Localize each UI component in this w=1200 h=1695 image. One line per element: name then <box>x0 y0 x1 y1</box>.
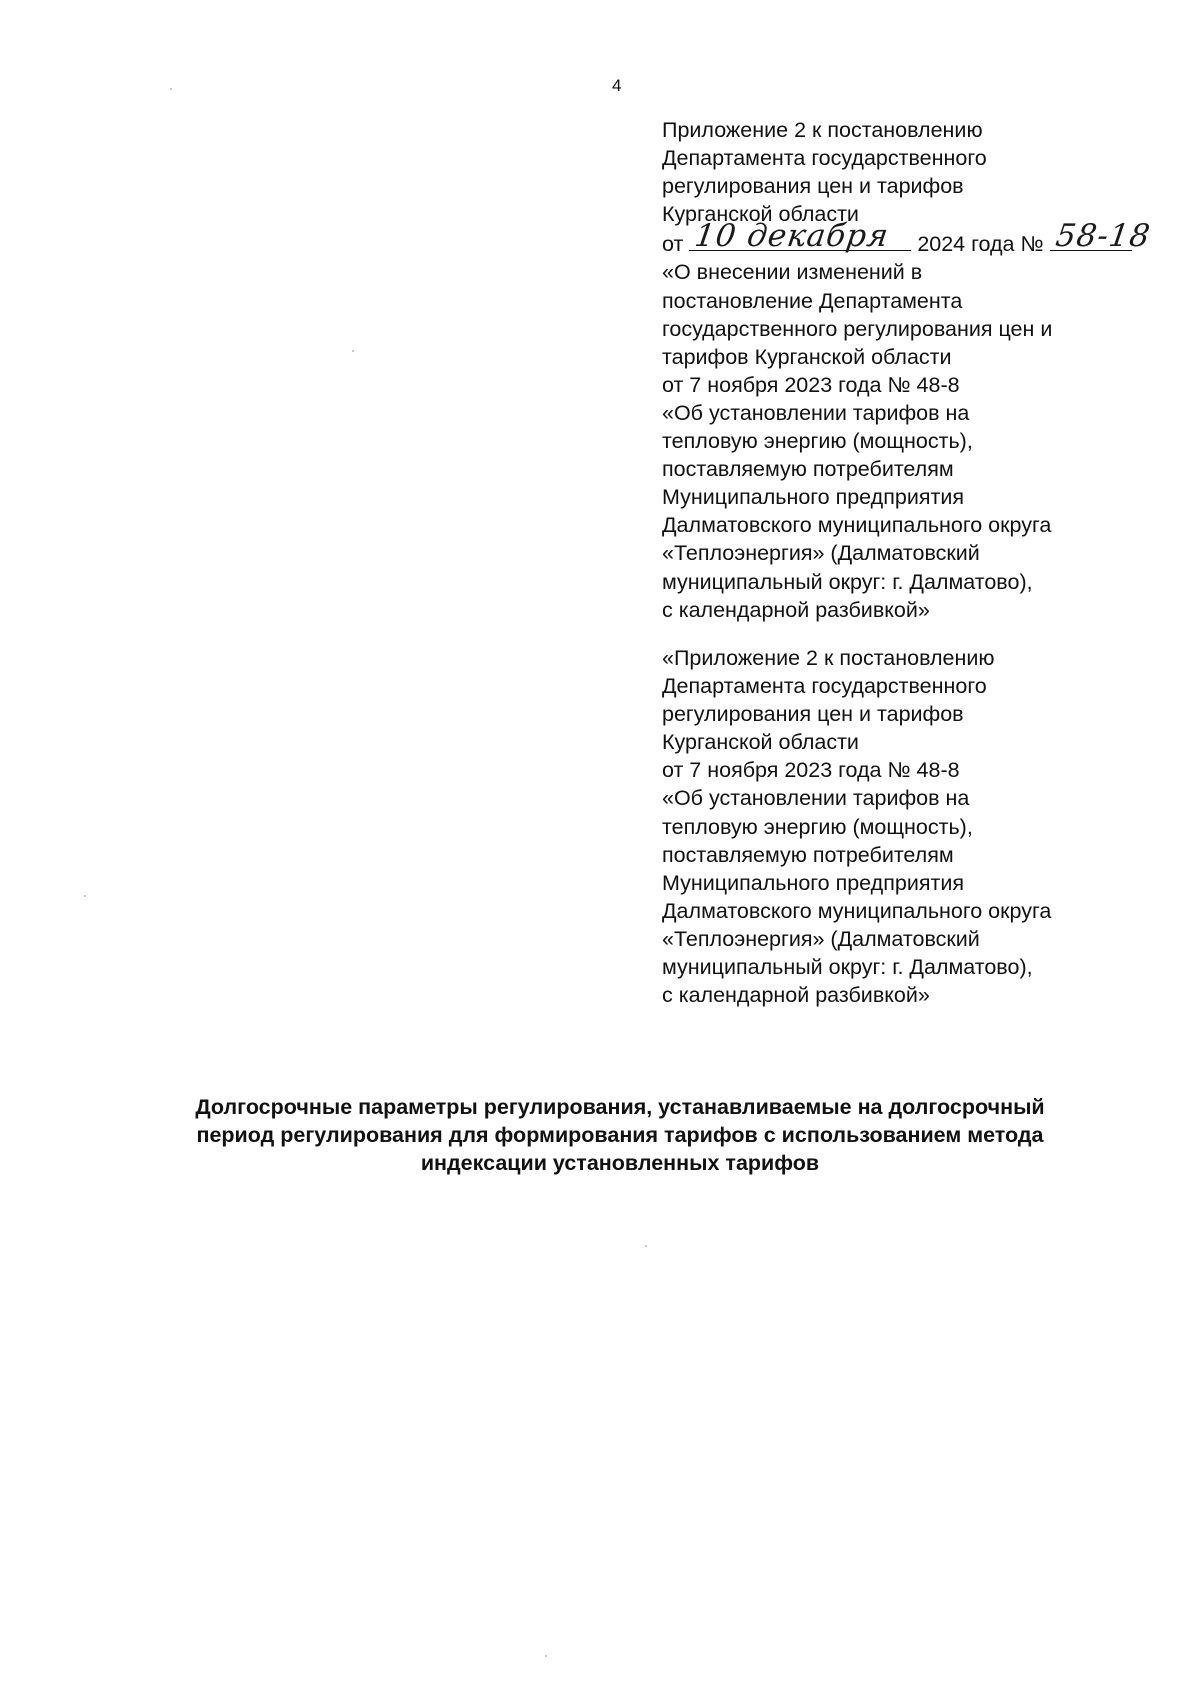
appendix-line: от 7 ноября 2023 года № 48-8 <box>662 758 960 783</box>
appendix-line: Далматовского муниципального округа <box>662 898 1052 923</box>
document-title-line: Долгосрочные параметры регулирования, устанавливаемые на долгосрочный <box>195 1095 1045 1119</box>
appendix-line: поставляемую потребителям <box>662 842 954 867</box>
appendix-subject-line: тепловую энергию (мощность), <box>662 429 973 454</box>
number-fill-field <box>1050 218 1153 255</box>
appendix-line: «Приложение 2 к постановлению <box>662 646 995 670</box>
scan-speck <box>645 1245 647 1247</box>
document-title-line: индексации установленных тарифов <box>420 1151 820 1175</box>
date-fill-field <box>689 218 911 255</box>
appendix-subject-line: поставляемую потребителям <box>662 457 954 482</box>
scan-speck <box>352 350 354 352</box>
appendix-line: Курганской области <box>662 730 859 755</box>
appendix-subject-line: муниципальный округ: г. Далматово), <box>662 569 1033 594</box>
appendix-line: Муниципального предприятия <box>662 870 964 895</box>
page-number: 4 <box>612 76 622 95</box>
appendix-header-current <box>662 116 1182 624</box>
appendix-subject-line: государственного регулирования цен и <box>662 316 1053 341</box>
document-title <box>100 1093 1140 1177</box>
appendix-line: муниципальный округ: г. Далматово), <box>662 955 1033 980</box>
appendix-subject-line: тарифов Курганской области <box>662 344 952 369</box>
appendix-line: Приложение 2 к постановлению <box>662 118 983 142</box>
appendix-subject-line: с календарной разбивкой» <box>662 597 930 622</box>
appendix-subject-line: Далматовского муниципального округа <box>662 513 1052 538</box>
appendix-line: регулирования цен и тарифов <box>662 174 964 199</box>
document-title-line: период регулирования для формирования тарифов с использованием метода <box>196 1123 1044 1147</box>
appendix-subject-line: от 7 ноября 2023 года № 48-8 <box>662 372 960 397</box>
appendix-subject-line: «Теплоэнергия» (Далматовский <box>662 541 980 566</box>
appendix-line: Департамента государственного <box>662 674 987 699</box>
appendix-line: с календарной разбивкой» <box>662 983 930 1008</box>
date-prefix: от <box>662 232 684 257</box>
handwritten-number: 58-18 <box>1053 218 1153 255</box>
appendix-header-original <box>662 644 1182 1009</box>
appendix-line: регулирования цен и тарифов <box>662 702 964 727</box>
appendix-subject-line: Муниципального предприятия <box>662 485 964 510</box>
appendix-line: Департамента государственного <box>662 146 987 171</box>
appendix-line: Курганской области <box>662 202 859 227</box>
year-text: 2024 года № <box>917 232 1044 257</box>
appendix-line: «Теплоэнергия» (Далматовский <box>662 926 980 951</box>
appendix-date-line <box>662 218 1182 258</box>
appendix-subject-line: «Об установлении тарифов на <box>662 400 970 425</box>
appendix-line: тепловую энергию (мощность), <box>662 814 973 839</box>
appendix-subject-line: постановление Департамента <box>662 288 963 313</box>
scan-speck <box>84 895 86 897</box>
handwritten-date: 10 декабря <box>692 218 892 255</box>
scan-speck <box>170 88 172 90</box>
appendix-subject-line: «О внесении изменений в <box>662 260 923 285</box>
appendix-line: «Об установлении тарифов на <box>662 786 970 811</box>
scan-speck <box>545 1655 547 1657</box>
